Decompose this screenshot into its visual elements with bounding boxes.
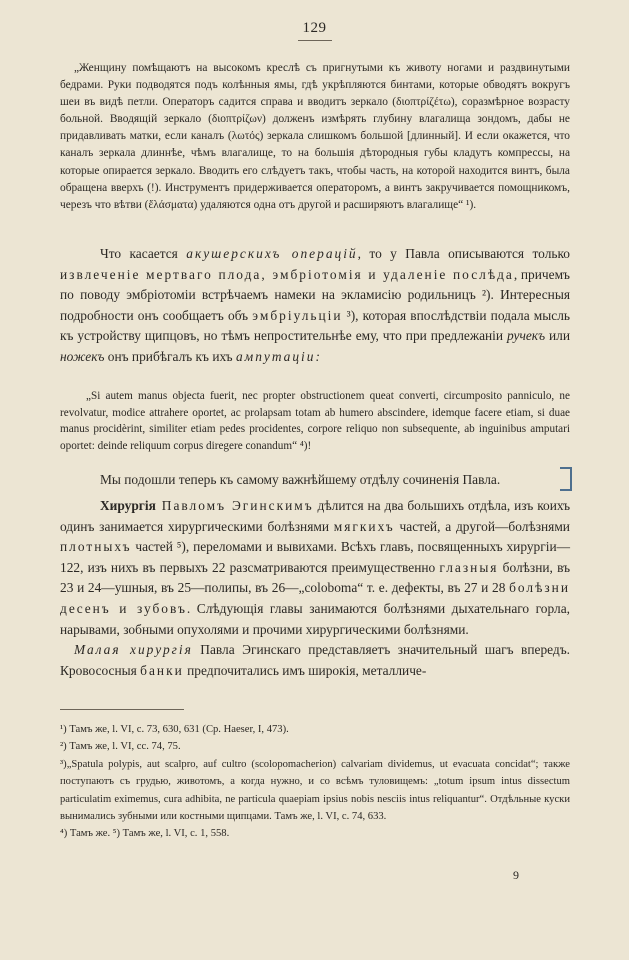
page-number-underline (298, 40, 332, 41)
emphasis-surgery: Хирургія (100, 498, 156, 513)
emphasis-paul-aegina: Павломъ Эгинскимъ (155, 498, 314, 513)
text-run: ³), которая впослѣдствіи подала мысль къ устройству щипцовъ, но тѣмъ непростительнѣе ему, что при предлежаніи (60, 307, 571, 344)
obstetric-operations-paragraph (60, 244, 570, 368)
footnote-3: ³)„Spatula polypis, aut scalpro, auf cultro (scolopomacherion) calvariam dividemus, ut evacuata concidat“; также поступаютъ съ грудью, животомъ, а когда нужно, и со всѣмъ туловищемъ: „totum ipsum intus dissectum particulatim eximemus, cura adhibita, ne particula quaepiam ipsius nobis nesciis intus reliquantur“. Отдѣльные куски вынимались зубными или костными щипцами. Тамъ же, l. VI, с. 74, 633. (60, 758, 570, 823)
latin-quote-paragraph (60, 388, 570, 454)
emphasis-obstetric-operations: акушерскихъ операцій (186, 246, 358, 261)
footnote-1: ¹) Тамъ же, l. VI, с. 73, 630, 631 (Ср. Haeser, I, 473). (60, 724, 289, 735)
text-run: Павла Эгинскаго представляетъ значительный шагъ впередъ. Кровососныя (60, 642, 570, 678)
transition-paragraph (60, 470, 570, 491)
emphasis-cups: банки (140, 662, 184, 678)
text-run: предпочитались имъ широкія, металличе- (183, 662, 427, 678)
margin-bracket-mark (560, 467, 572, 491)
text-run: частей ⁵), переломами и вывихами. Всѣхъ главъ, посвященныхъ хирургіи—122, изъ нихъ въ первыхъ 22 разсматриваются преимущественно (60, 539, 570, 575)
emphasis-feet: ножекъ (60, 348, 105, 364)
emphasis-eye: глазныя (439, 559, 499, 575)
text-run: частей, а другой—болѣзнями (394, 518, 570, 534)
text-run: , то у Павла описываются только (357, 246, 571, 261)
emphasis-hands: ручекъ (507, 328, 546, 344)
quote-paragraph (60, 60, 570, 214)
emphasis-amputation: ампутаціи: (235, 348, 322, 364)
text-run: или (545, 328, 570, 344)
text-run: Что касается (100, 246, 187, 261)
text-run: онъ прибѣгалъ къ ихъ (104, 348, 236, 364)
surgery-paragraph (60, 496, 570, 681)
footnote-divider (60, 709, 184, 710)
text-run: . Слѣдующія главы занимаются болѣзнями дыхательнаго горла, нарывами, зобными опухолями и прочими хирургическими болѣзнями. (60, 600, 570, 637)
emphasis-gums-teeth: болѣзни деcенъ и зубовъ (60, 580, 570, 616)
latin-quote-text: „Si autem manus objecta fuerit, nec propter obstructionem queat converti, circumposito panniculo, ne revolvatur, modice attrahere oportet, ac prolapsam totam ab humero abscindere, idemque facere etiam, si duae manus procidèrint, similiter etiam pedes procidentes, corpore reliquo non subsequente, ab inguinibus amputari oportet: deinde reliquum corpus diregere conandum“ ⁴)! (60, 390, 570, 452)
emphasis-hard: плотныхъ (60, 539, 132, 555)
emphasis-embryulcia: эмбріульціи (252, 307, 343, 323)
footnote-2: ²) Тамъ же, l. VI, сс. 74, 75. (60, 741, 181, 753)
signature-mark: 9 (513, 868, 519, 882)
surgery-paragraph-text (60, 496, 570, 640)
footnote-4-5: ⁴) Тамъ же. ⁵) Тамъ же, l. VI, с. 1, 558. (60, 828, 230, 840)
emphasis-minor-surgery: Малая хирургія (74, 642, 193, 658)
page-number: 129 (302, 20, 327, 36)
emphasis-procedures: извлеченіе мертваго плода, эмбріотомія и удаленіе послѣда (60, 266, 514, 282)
obstetric-paragraph-text (60, 244, 570, 368)
emphasis-soft: мягкихъ (333, 518, 395, 534)
text-run: дѣлится на два большихъ отдѣла, изъ коихъ одинъ занимается хирургическими болѣзнями (60, 498, 570, 534)
transition-text: Мы подошли теперь къ самому важнѣйшему отдѣлу сочиненія Павла. (100, 472, 501, 487)
minor-surgery-text (60, 640, 570, 681)
text-run: болѣзни, въ 23 и 24—ушныя, въ 25—полипы, въ 26—„colobomа“ т. е. дефекты, въ 27 и 28 (60, 559, 570, 596)
quote-text: „Женщину помѣщаютъ на высокомъ креслѣ съ пригнутыми къ животу ногами и раздвинутыми бедрами. Руки подводятся подъ колѣнныя ямы, гдѣ укрѣпляются бинтами, которые обводятъ вокругъ шеи въ видѣ петли. Операторъ садится справа и вводитъ зеркало (διοπτρίζέτω), соразмѣрное возрасту больной. Вводящій зеркало (διοπτρίζων) долженъ измѣрять глубину влагалища зондомъ, дабы не придавливать матки, если каналъ (λωτός) зеркала слишкомъ большой [длинный]. И если окажется, что каналъ зеркала длиннѣе, чѣмъ влагалище, то на большія дѣтородныя губы кладутъ компрессы, на которые опирается зеркало. Вводить его слѣдуетъ такъ, чтобы часть, на которой находится винтъ, была обращена вверхъ (!). Инструментъ придерживается операторомъ, а винтъ закручивается помощникомъ, черезъ что вѣтви (ἔλάσματα) удаляются одна отъ другой и расширяютъ влагалище“ ¹). (60, 62, 570, 211)
text-run: , причемъ по поводу эмбріотоміи встрѣчаемъ намеки на экламисію родильницъ ²). Интересныя подробности онъ сообщаетъ объ (60, 266, 570, 323)
footnotes (60, 721, 570, 843)
